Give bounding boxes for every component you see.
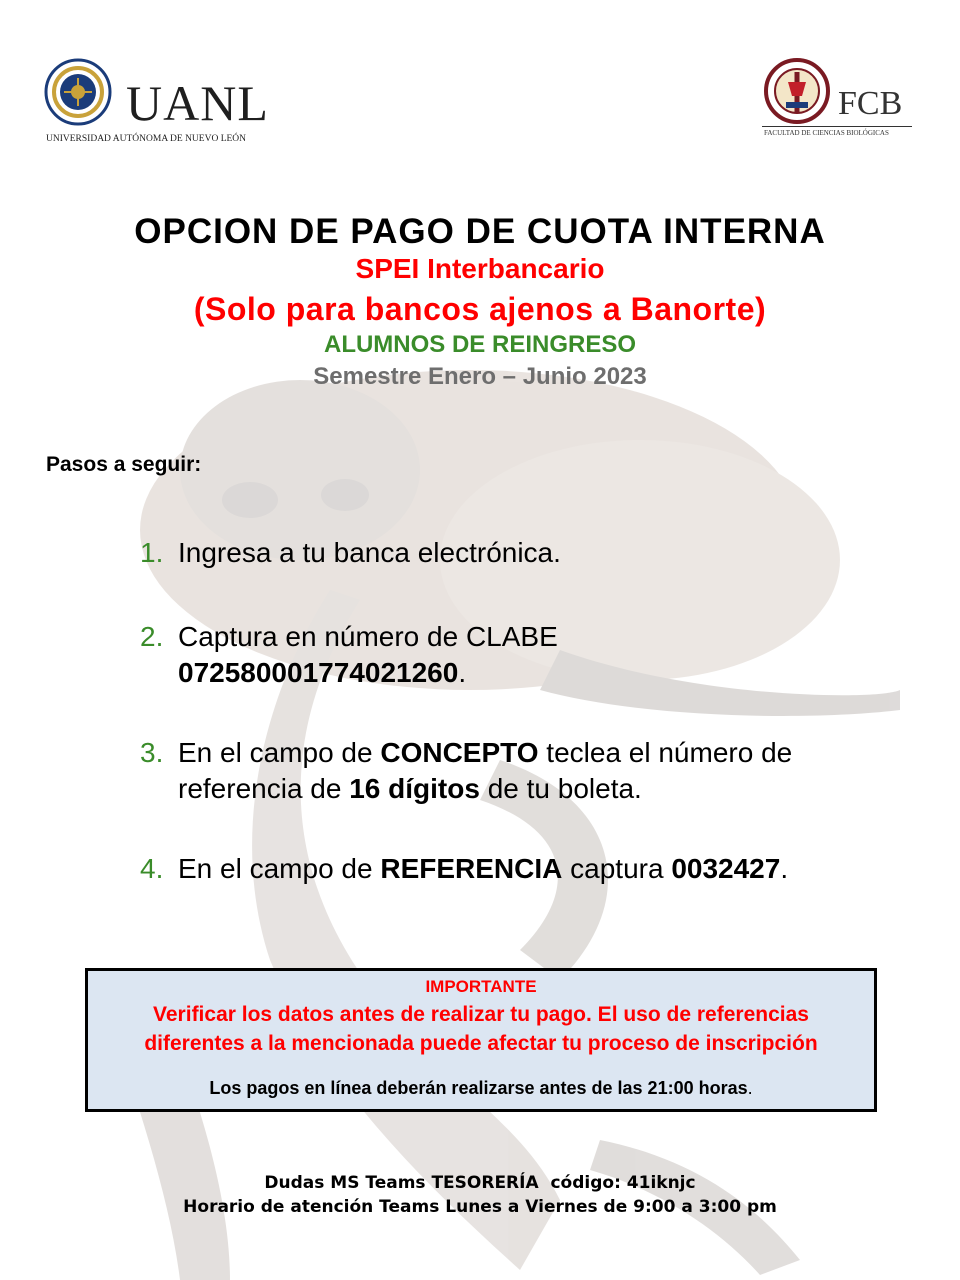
step-text <box>178 619 900 691</box>
subtitle-banks: (Solo para bancos ajenos a Banorte) <box>193 291 767 327</box>
teams-code-line: Dudas MS Teams TESORERÍA código: 41iknjc <box>264 1173 696 1193</box>
step-number: 4. <box>140 853 164 884</box>
step-2-end: . <box>458 657 467 688</box>
step-4-pre: En el campo de <box>178 853 381 884</box>
uanl-wordmark: UANL <box>126 75 269 131</box>
uanl-full-name: UNIVERSIDAD AUTÓNOMA DE NUEVO LEÓN <box>46 134 247 144</box>
digits-label: 16 dígitos <box>349 773 480 804</box>
deadline-text: Los pagos en línea deberán realizarse antes de las 21:00 horas <box>209 1078 748 1098</box>
clabe-number: 072580001774021260 <box>178 657 459 688</box>
step-4-post: . <box>780 853 789 884</box>
office-hours-line: Horario de atención Teams Lunes a Viernes de 9:00 a 3:00 pm <box>183 1197 777 1217</box>
steps-heading: Pasos a seguir: <box>46 453 202 476</box>
concepto-label: CONCEPTO <box>380 737 539 768</box>
fcb-full-name: FACULTAD DE CIENCIAS BIOLÓGICAS <box>764 129 889 137</box>
step-3-pre: En el campo de <box>178 737 381 768</box>
step-3-post: de tu boleta. <box>479 773 642 804</box>
important-warning <box>88 1000 874 1058</box>
step-2 <box>140 619 900 691</box>
step-number: 2. <box>140 621 164 652</box>
fcb-logo <box>762 56 922 146</box>
step-4-mid: captura <box>562 853 672 884</box>
step-text <box>178 735 900 807</box>
semester-label: Semestre Enero – Junio 2023 <box>313 363 647 390</box>
step-number: 1. <box>140 537 164 568</box>
fcb-wordmark: FCB <box>838 85 903 122</box>
uanl-seal-icon <box>44 58 112 126</box>
warning-line-2: diferentes a la mencionada puede afectar tu proceso de inscripción <box>144 1032 818 1055</box>
important-heading: IMPORTANTE <box>425 977 537 996</box>
reference-number: 0032427 <box>671 853 781 884</box>
warning-line-1: Verificar los datos antes de realizar tu pago. El uso de referencias <box>153 1003 809 1026</box>
step-2-text: Captura en número de CLABE <box>178 621 558 652</box>
important-notice-box <box>85 968 877 1112</box>
deadline-end: . <box>747 1078 753 1098</box>
step-1 <box>140 535 900 571</box>
step-4 <box>140 851 900 887</box>
page-title: OPCION DE PAGO DE CUOTA INTERNA <box>134 212 826 251</box>
contact-footer <box>0 1171 960 1219</box>
step-text: Ingresa a tu banca electrónica. <box>178 537 561 568</box>
step-3-mid: teclea el número de referencia de <box>178 737 793 804</box>
step-number: 3. <box>140 737 164 768</box>
referencia-label: REFERENCIA <box>380 853 563 884</box>
subtitle-spei: SPEI Interbancario <box>355 253 605 284</box>
audience-label: ALUMNOS DE REINGRESO <box>323 331 637 358</box>
step-text <box>178 851 900 887</box>
uanl-logo <box>44 58 269 148</box>
fcb-seal-icon <box>764 56 830 126</box>
step-3 <box>140 735 900 807</box>
fcb-divider <box>762 126 912 127</box>
payment-deadline-note <box>88 1078 874 1099</box>
